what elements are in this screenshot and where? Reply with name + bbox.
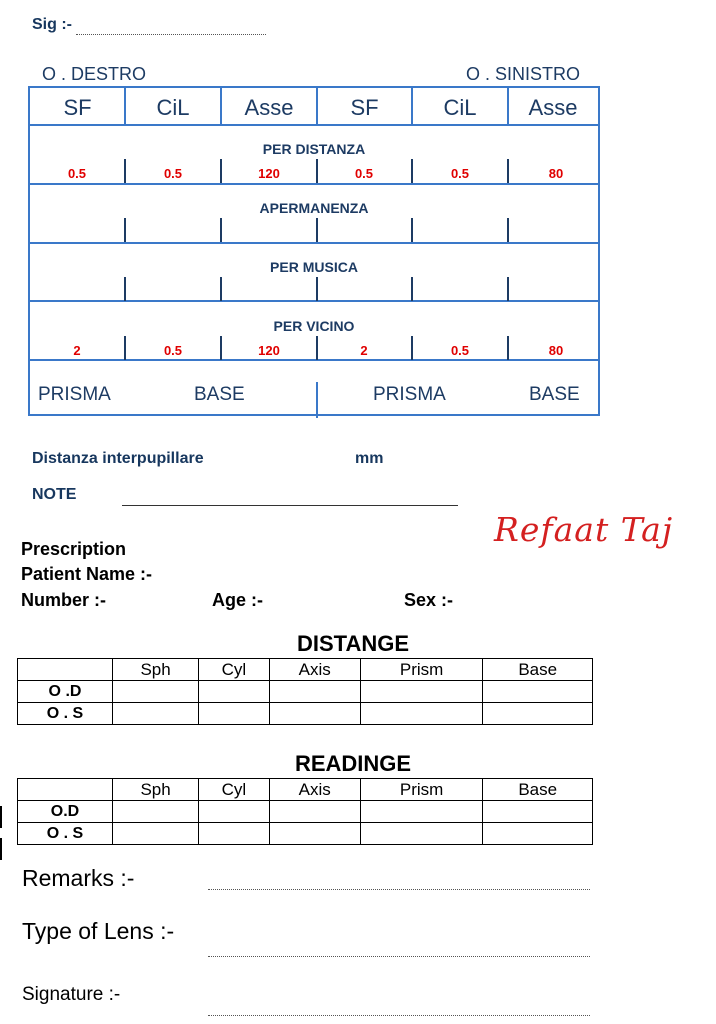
col-asse-od: Asse [244,95,294,120]
cell-axis[interactable] [269,681,360,703]
col-sf-od: SF [63,95,92,120]
reading-title: READINGE [294,751,412,776]
base-od-label: BASE [194,384,245,405]
section-per-musica: PER MUSICA [270,259,358,275]
lens-type-line[interactable] [208,956,590,957]
header-cell [18,659,113,681]
cell-axis[interactable] [269,801,360,823]
note-line[interactable] [122,505,458,506]
cell-divider [124,218,126,242]
header-cell: Sph [113,659,199,681]
header-cell: Prism [360,659,483,681]
interpupillary-unit: mm [355,450,384,467]
note-label: NOTE [32,486,77,503]
cell-base[interactable] [483,681,593,703]
header-divider [220,88,222,124]
row-divider [30,124,598,126]
signature-line[interactable] [208,1015,590,1016]
cell-prism[interactable] [360,703,483,725]
value-sf-od[interactable]: 2 [73,343,81,358]
cell-cyl[interactable] [199,681,269,703]
value-sf-os[interactable]: 0.5 [354,166,374,181]
header-cell [18,779,113,801]
left-eye-label: O . SINISTRO [466,64,581,84]
header-cell: Cyl [199,659,269,681]
interpupillary-label: Distanza interpupillare [32,450,204,467]
logo-signature: Refaat Taj [494,510,674,549]
value-cil-od[interactable]: 0.5 [163,343,183,358]
table-header-row [18,779,593,801]
cell-prism[interactable] [360,823,483,845]
lens-type-label: Type of Lens :- [22,918,175,944]
signature-label: Signature :- [22,984,121,1005]
header-cell: Base [483,659,593,681]
cell-sph[interactable] [113,681,199,703]
table-row [18,823,593,845]
cell-divider [316,277,318,301]
cell-prism[interactable] [360,681,483,703]
cell-axis[interactable] [269,703,360,725]
cell-base[interactable] [483,801,593,823]
header-cell: Base [483,779,593,801]
distance-table [17,658,593,725]
right-eye-label: O . DESTRO [42,64,147,84]
header-divider [124,88,126,124]
cell-divider [220,277,222,301]
table-row [18,801,593,823]
cell-sph[interactable] [113,703,199,725]
row-divider [30,359,598,361]
cell-axis[interactable] [269,823,360,845]
cell-sph[interactable] [113,823,199,845]
reading-table [17,778,593,845]
number-label: Number :- [21,590,106,610]
header-cell: Cyl [199,779,269,801]
cell-divider [507,218,509,242]
sig-line[interactable] [76,34,266,35]
header-cell: Prism [360,779,483,801]
cell-prism[interactable] [360,801,483,823]
cell-cyl[interactable] [199,823,269,845]
cell-cyl[interactable] [199,703,269,725]
value-cil-os[interactable]: 0.5 [450,166,470,181]
margin-mark [0,838,2,860]
row-label-os: O . S [18,703,113,725]
value-asse-os[interactable]: 80 [548,343,564,358]
value-cil-od[interactable]: 0.5 [163,166,183,181]
col-sf-os: SF [350,95,379,120]
value-asse-os[interactable]: 80 [548,166,564,181]
value-cil-os[interactable]: 0.5 [450,343,470,358]
prism-od-label: PRISMA [38,384,111,405]
sig-label: Sig :- [32,16,72,33]
col-asse-os: Asse [528,95,578,120]
value-asse-od[interactable]: 120 [258,343,280,358]
row-label-od: O .D [18,681,113,703]
prism-os-label: PRISMA [373,384,446,405]
age-label: Age :- [212,590,263,610]
table-row [18,703,593,725]
section-apermanenza: APERMANENZA [259,200,369,216]
cell-divider [124,277,126,301]
distance-title: DISTANGE [296,631,410,656]
cell-sph[interactable] [113,801,199,823]
col-cil-od: CiL [156,95,190,120]
col-cil-os: CiL [443,95,477,120]
row-label-os: O . S [18,823,113,845]
margin-mark [0,806,2,828]
cell-divider [220,218,222,242]
cell-base[interactable] [483,703,593,725]
section-per-distanza: PER DISTANZA [262,141,366,157]
sex-label: Sex :- [404,590,454,610]
prescription-label: Prescription [21,539,127,559]
cell-divider [411,277,413,301]
value-sf-od[interactable]: 0.5 [67,166,87,181]
cell-divider [507,277,509,301]
table-header-row [18,659,593,681]
header-cell: Sph [113,779,199,801]
header-divider [316,88,318,124]
value-asse-od[interactable]: 120 [258,166,280,181]
row-divider [30,242,598,244]
row-divider [30,300,598,302]
remarks-label: Remarks :- [22,865,135,891]
header-divider [411,88,413,124]
remarks-line[interactable] [208,889,590,890]
prism-divider [316,382,318,418]
cell-divider [411,218,413,242]
row-label-od: O.D [18,801,113,823]
cell-divider [316,218,318,242]
table-row [18,681,593,703]
header-divider [507,88,509,124]
base-os-label: BASE [529,384,580,405]
cell-cyl[interactable] [199,801,269,823]
value-sf-os[interactable]: 2 [360,343,368,358]
row-divider [30,183,598,185]
rx-box [28,86,600,416]
section-per-vicino: PER VICINO [273,318,355,334]
cell-base[interactable] [483,823,593,845]
patient-name-label: Patient Name :- [21,564,153,584]
header-cell: Axis [269,659,360,681]
header-cell: Axis [269,779,360,801]
